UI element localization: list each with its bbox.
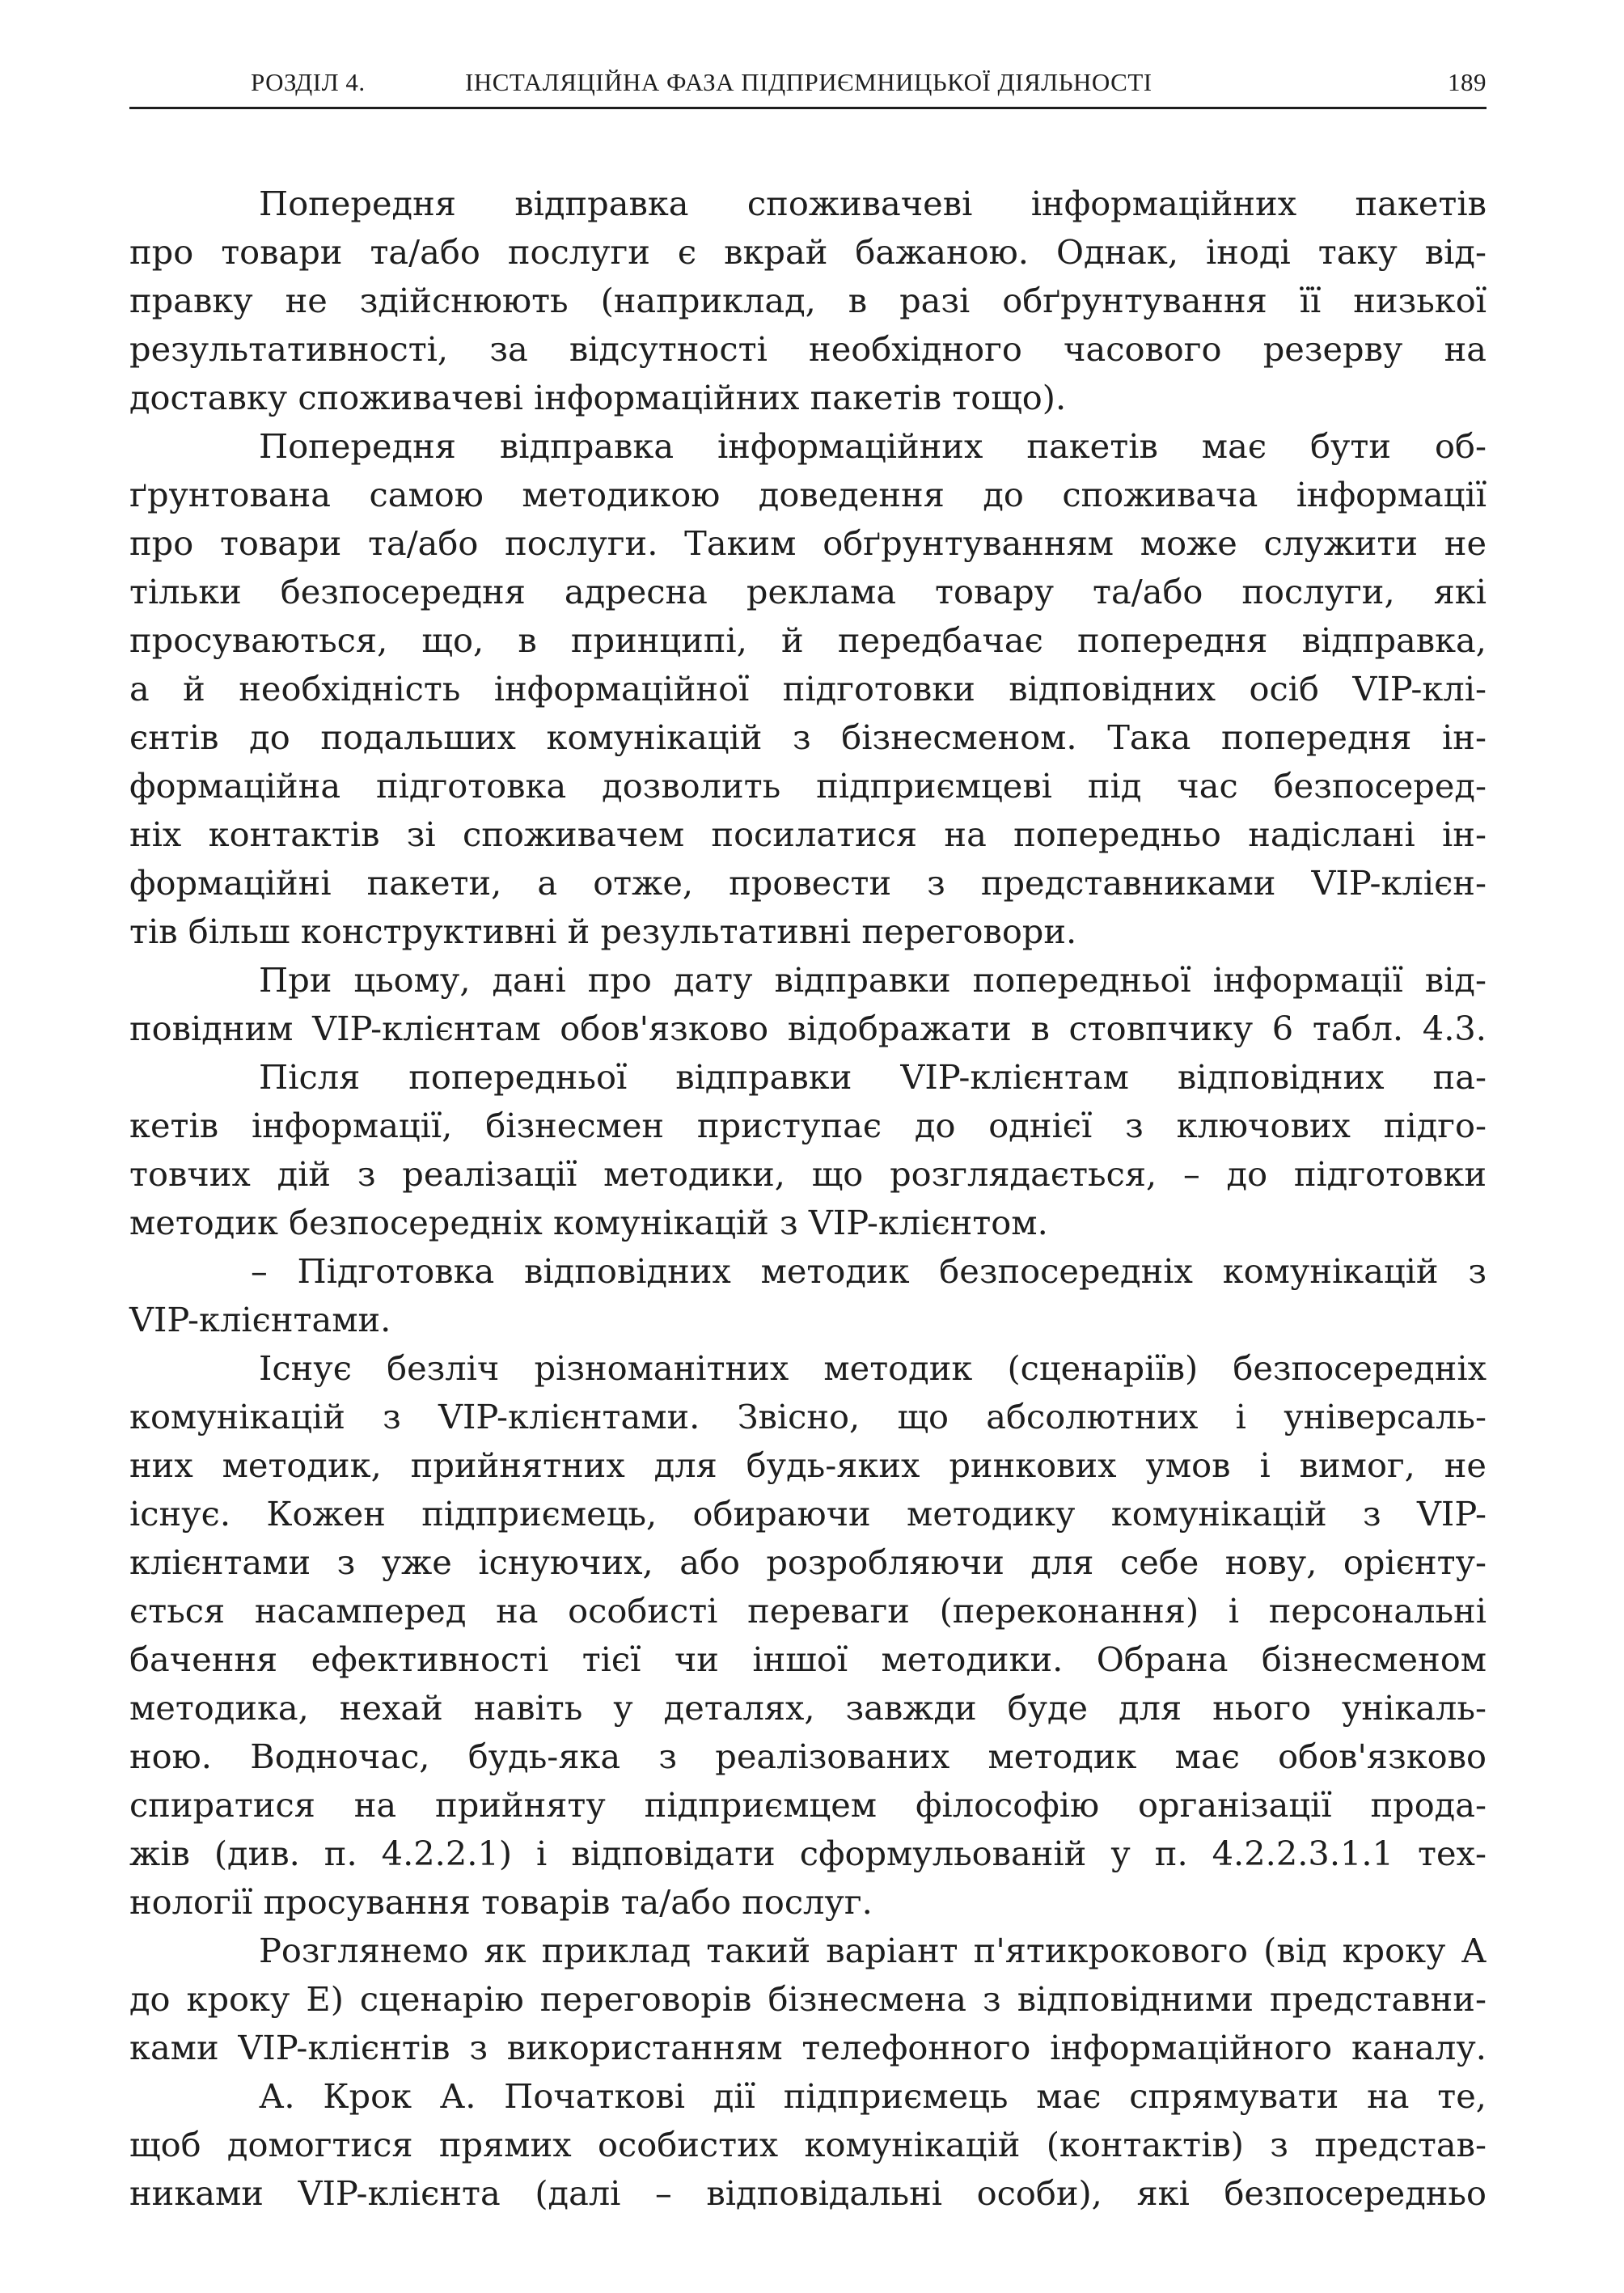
text-line: При цьому, дані про дату відправки попередньої інформації від- — [259, 960, 1487, 1000]
running-head — [129, 65, 1487, 109]
text-line: VIP-клієнтами. — [129, 1300, 391, 1339]
text-line: правку не здійснюють (наприклад, в разі обґрунтування її низької — [129, 281, 1487, 320]
text-line: до кроку Е) сценарію переговорів бізнесмена з відповідними представни- — [129, 1979, 1487, 2019]
text-line: єнтів до подальших комунікацій з бізнесменом. Така попередня ін- — [129, 717, 1487, 757]
text-line: Після попередньої відправки VIP-клієнтам відповідних па- — [259, 1057, 1487, 1097]
text-line: методик безпосередніх комунікацій з VIP-клієнтом. — [129, 1203, 1048, 1242]
text-line: повідним VIP-клієнтам обов'язково відображати в стовпчику 6 табл. 4.3. — [129, 1009, 1487, 1048]
text-line: жів (див. п. 4.2.2.1) і відповідати сформульованій у п. 4.2.2.3.1.1 тех- — [129, 1834, 1487, 1873]
text-line: нології просування товарів та/або послуг. — [129, 1882, 873, 1922]
text-line: ніх контактів зі споживачем посилатися на попередньо надіслані ін- — [129, 814, 1487, 854]
text-line: них методик, прийнятних для будь-яких ринкових умов і вимог, не — [129, 1445, 1487, 1485]
text-line: кетів інформації, бізнесмен приступає до однієї з ключових підго- — [129, 1106, 1487, 1145]
text-line: існує. Кожен підприємець, обираючи методику комунікацій з VIP- — [129, 1494, 1487, 1534]
text-line: Попередня відправка інформаційних пакетів має бути об- — [259, 426, 1487, 466]
text-line: формаційні пакети, а отже, провести з представниками VIP-клієн- — [129, 863, 1487, 903]
text-line: доставку споживачеві інформаційних пакетів тощо). — [129, 378, 1067, 417]
text-line: Розглянемо як приклад такий варіант п'ятикрокового (від кроку А — [259, 1931, 1487, 1970]
text-line: а й необхідність інформаційної підготовки відповідних осіб VIP-клі- — [129, 669, 1487, 709]
text-line: Існує безліч різноманітних методик (сценаріїв) безпосередніх — [259, 1348, 1487, 1388]
text-line: тільки безпосередня адресна реклама товару та/або послуги, які — [129, 572, 1487, 611]
text-line: товчих дій з реалізації методики, що розглядається, – до підготовки — [129, 1154, 1487, 1194]
text-line: ками VIP-клієнтів з використанням телефонного інформаційного каналу. — [129, 2028, 1487, 2067]
text-line: просуваються, що, в принципі, й передбачає попередня відправка, — [129, 620, 1487, 660]
text-line: никами VIP-клієнта (далі – відповідальні особи), які безпосередньо — [129, 2173, 1487, 2213]
text-line: щоб домогтися прямих особистих комунікацій (контактів) з представ- — [129, 2125, 1487, 2164]
page-number: 189 — [1448, 68, 1487, 96]
text-line: формаційна підготовка дозволить підприємцеві під час безпосеред- — [129, 766, 1487, 806]
chapter-title: ІНСТАЛЯЦІЙНА ФАЗА ПІДПРИЄМНИЦЬКОЇ ДІЯЛЬНОСТІ — [465, 68, 1152, 96]
text-line: спиратися на прийняту підприємцем філософію організації прода- — [129, 1785, 1487, 1825]
text-line: ється насамперед на особисті переваги (переконання) і персональні — [129, 1591, 1487, 1631]
text-line: Попередня відправка споживачеві інформаційних пакетів — [259, 184, 1487, 223]
chapter-label: РОЗДІЛ 4. — [251, 68, 366, 96]
text-line: результативності, за відсутності необхідного часового резерву на — [129, 329, 1487, 369]
text-line: ґрунтована самою методикою доведення до споживача інформації — [129, 475, 1487, 514]
text-line: тів більш конструктивні й результативні переговори. — [129, 912, 1077, 951]
text-line: ною. Водночас, будь-яка з реалізованих методик має обов'язково — [129, 1737, 1487, 1776]
text-line: про товари та/або послуги є вкрай бажаною. Однак, іноді таку від- — [129, 232, 1487, 272]
text-line: комунікацій з VIP-клієнтами. Звісно, що абсолютних і універсаль- — [129, 1397, 1487, 1436]
text-line: методика, нехай навіть у деталях, завжди буде для нього унікаль- — [129, 1688, 1487, 1728]
text-line: бачення ефективності тієї чи іншої методики. Обрана бізнесменом — [129, 1639, 1487, 1679]
body-text — [129, 180, 1487, 2218]
text-line: про товари та/або послуги. Таким обґрунтуванням може служити не — [129, 523, 1487, 563]
text-line: А. Крок А. Початкові дії підприємець має спрямувати на те, — [259, 2076, 1487, 2116]
text-line: – Підготовка відповідних методик безпосередніх комунікацій з — [251, 1251, 1487, 1291]
text-line: клієнтами з уже існуючих, або розробляючи для себе нову, орієнту- — [129, 1542, 1487, 1582]
